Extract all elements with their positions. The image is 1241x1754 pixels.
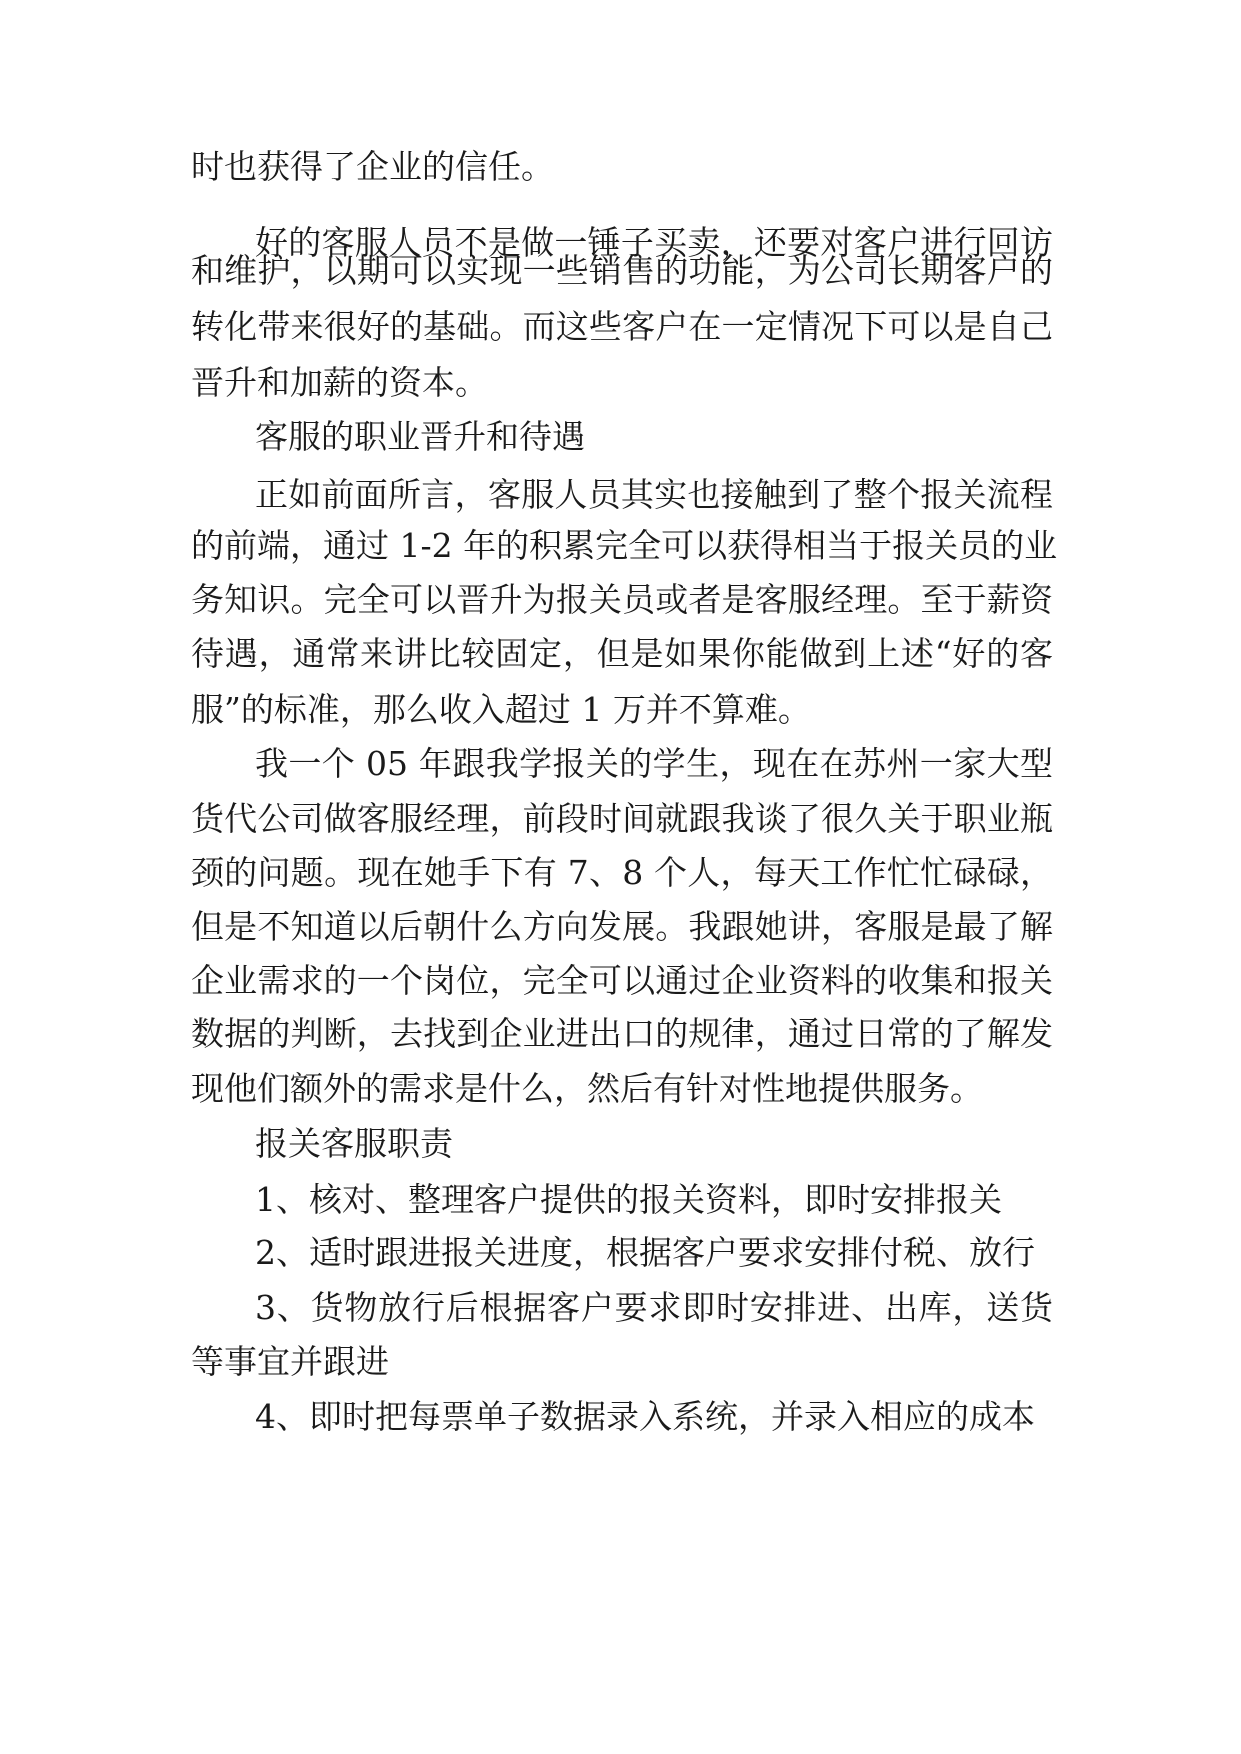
text-line: 和维护，以期可以实现一些销售的功能，为公司长期客户的 <box>191 251 1053 290</box>
text-line: 待遇，通常来讲比较固定，但是如果你能做到上述“好的客 <box>191 634 1053 673</box>
text-line: 我一个 05 年跟我学报关的学生，现在在苏州一家大型 <box>255 744 1053 783</box>
text-line: 转化带来很好的基础。而这些客户在一定情况下可以是自己 <box>191 307 1053 346</box>
list-item: 1、核对、整理客户提供的报关资料，即时安排报关 <box>255 1180 1002 1219</box>
section-heading: 报关客服职责 <box>255 1124 453 1163</box>
text-line: 企业需求的一个岗位，完全可以通过企业资料的收集和报关 <box>191 961 1053 1000</box>
text-line: 现他们额外的需求是什么，然后有针对性地提供服务。 <box>191 1069 983 1108</box>
text-line: 好的客服人员不是做一锤子买卖，还要对客户进行回访 <box>255 223 1053 262</box>
text-line: 但是不知道以后朝什么方向发展。我跟她讲，客服是最了解 <box>191 907 1053 946</box>
list-item: 2、适时跟进报关进度，根据客户要求安排付税、放行 <box>255 1233 1035 1272</box>
text-line: 务知识。完全可以晋升为报关员或者是客服经理。至于薪资 <box>191 580 1053 619</box>
text-line: 时也获得了企业的信任。 <box>191 147 554 186</box>
text-line: 数据的判断，去找到企业进出口的规律，通过日常的了解发 <box>191 1014 1053 1053</box>
text-line: 货代公司做客服经理，前段时间就跟我谈了很久关于职业瓶 <box>191 799 1053 838</box>
list-item: 4、即时把每票单子数据录入系统，并录入相应的成本 <box>255 1397 1035 1436</box>
text-line: 颈的问题。现在她手下有 7、8 个人，每天工作忙忙碌碌， <box>191 853 1053 892</box>
text-line: 服”的标准，那么收入超过 1 万并不算难。 <box>191 690 811 729</box>
text-line: 的前端，通过 1-2 年的积累完全可以获得相当于报关员的业 <box>191 526 1058 565</box>
section-heading: 客服的职业晋升和待遇 <box>255 417 585 456</box>
text-line: 等事宜并跟进 <box>191 1342 389 1381</box>
text-line: 正如前面所言，客服人员其实也接触到了整个报关流程 <box>255 475 1053 514</box>
text-line: 晋升和加薪的资本。 <box>191 363 488 402</box>
list-item: 3、货物放行后根据客户要求即时安排进、出库，送货 <box>255 1288 1053 1327</box>
